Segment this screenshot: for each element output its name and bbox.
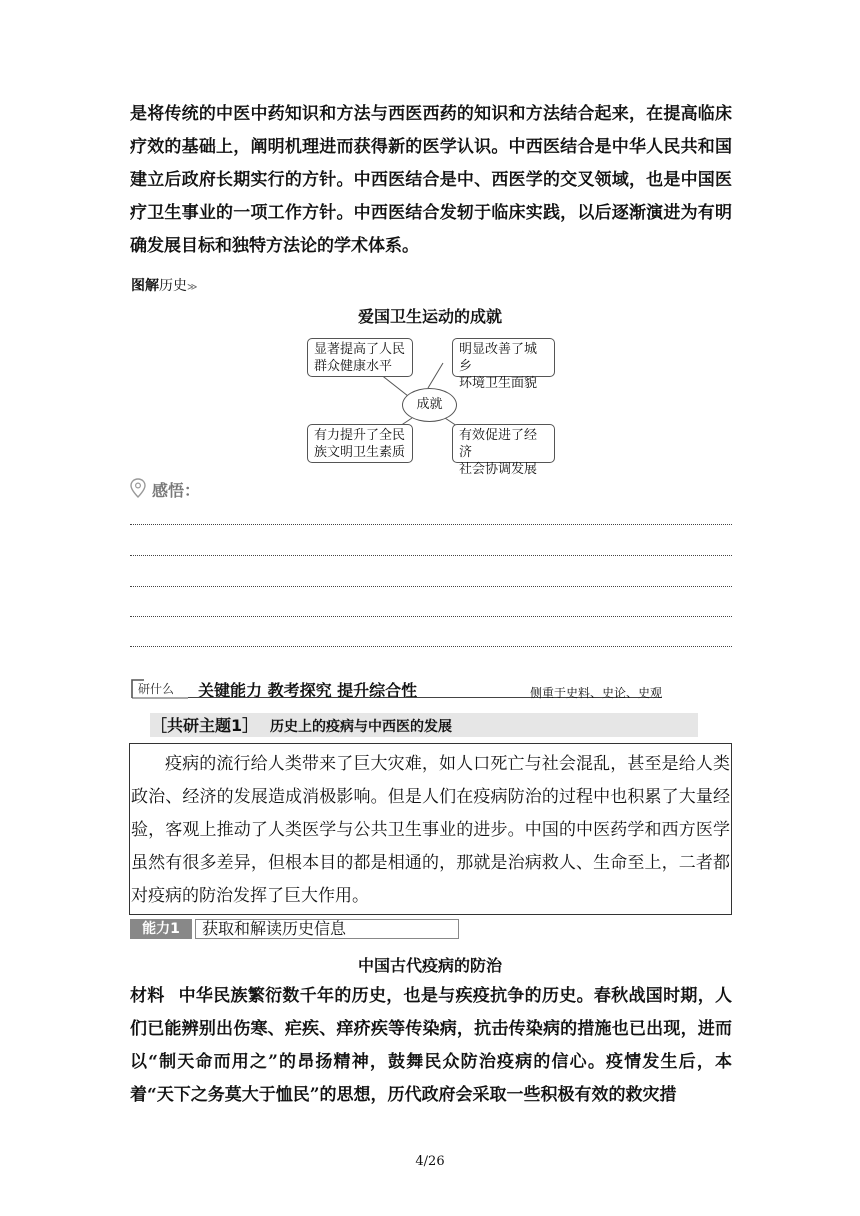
sub-title: 中国古代疫病的防治 (357, 956, 502, 975)
location-pin-icon (130, 478, 146, 498)
diagram-box-environment (452, 338, 555, 391)
intro-paragraph: 是将传统的中医中药知识和方法与西医西药的知识和方法结合起来，在提高临床疗效的基础上，阐明机理进而获得新的医学认识。中西医结合是中华人民共和国建立后政府长期实行的方针。中西医结合是中、西医学的交叉领域，也是中国医疗卫生事业的一项工作方针。中西医结合发轫于临床实践，以后逐渐演进为有明确发展目标和独特方法论的学术体系。 (130, 104, 732, 256)
diagram-title: 爱国卫生运动的成就 (357, 307, 502, 326)
diagram-box-line: 群众健康水平 (314, 359, 393, 374)
diagram-box-line: 有力提升了全民 (314, 428, 406, 443)
diagram-box-line: 显著提高了人民 (314, 342, 406, 357)
tujie-label-bold: 图解 (131, 278, 159, 294)
diagram-box-line: 社会协调发展 (459, 462, 538, 477)
diagram-box-line: 环境卫生面貌 (459, 376, 538, 391)
framed-paragraph: 疫病的流行给人类带来了巨大灾难，如人口死亡与社会混乱，甚至是给人类政治、经济的发展造成消极影响。但是人们在疫病防治的过程中也积累了大量经验，客观上推动了人类医学与公共卫生事业的进步。中国的中医药学和西方医学虽然有很多差异，但根本目的都是相通的，那就是治病救人、生命至上，二者都对疫病的防治发挥了巨大作用。 (131, 754, 730, 906)
ability-tag: 能力1 (130, 919, 192, 939)
ganwu-label: 感悟： (152, 481, 201, 500)
material-text: 中华民族繁衍数千年的历史，也是与疾疫抗争的历史。春秋战国时期，人们已能辨别出伤寒、疟疾、痒疥疾等传染病，抗击传染病的措施也已出现，进而以“制天命而用之”的昂扬精神，鼓舞民众防治疫病的信心。疫情发生后，本着“天下之务莫大于恤民”的思想，历代政府会采取一些积极有效的救灾措 (130, 986, 733, 1105)
section-title: 关键能力 教考探究 提升综合性 (198, 681, 418, 700)
tujie-heading (131, 275, 197, 295)
page-number: 4/26 (415, 1154, 445, 1169)
answer-line[interactable] (130, 646, 732, 647)
ganwu-heading (130, 478, 200, 501)
tujie-mark: ≫ (187, 282, 198, 293)
diagram-box-line: 明显改善了城乡 (459, 342, 538, 374)
answer-line[interactable] (130, 616, 732, 617)
tujie-label-light: 历史 (159, 278, 187, 294)
section-badge (130, 676, 190, 700)
material-paragraph (130, 980, 732, 1112)
topic-text: 历史上的疫病与中西医的发展 (270, 719, 452, 735)
ability-text: 获取和解读历史信息 (195, 919, 459, 939)
material-label: 材料 (130, 986, 165, 1006)
answer-line[interactable] (130, 555, 732, 556)
answer-line[interactable] (130, 524, 732, 525)
diagram-box-line: 有效促进了经济 (459, 428, 538, 460)
topic-label: ［共研主题1］ (151, 716, 259, 735)
diagram-center-oval: 成就 (402, 388, 457, 422)
diagram-box-health (307, 338, 413, 377)
diagram-box-line: 族文明卫生素质 (314, 445, 406, 460)
section-right-note: 侧重于史料、史论、史观 (530, 686, 663, 700)
answer-line[interactable] (130, 586, 732, 587)
diagram-box-economy (452, 424, 555, 477)
diagram-box-civilization (307, 424, 413, 463)
section-badge-text: 研什么 (138, 682, 175, 696)
framed-intro-box (129, 743, 732, 915)
